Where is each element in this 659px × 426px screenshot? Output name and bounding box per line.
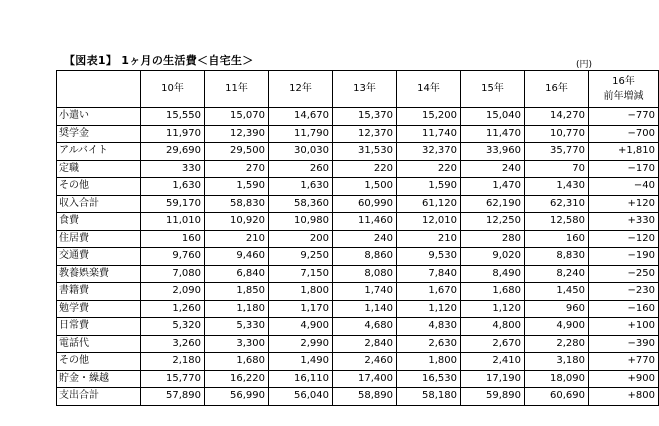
table-cell: 330 xyxy=(141,160,205,178)
row-label: 貯金・繰越 xyxy=(57,370,141,388)
table-cell: 8,080 xyxy=(333,265,397,283)
table-cell: 4,830 xyxy=(397,318,461,336)
table-cell: 1,850 xyxy=(205,283,269,301)
change-cell: −700 xyxy=(589,125,659,143)
change-header-year: 16年 xyxy=(612,76,635,87)
table-cell: 10,980 xyxy=(269,213,333,231)
table-cell: 1,590 xyxy=(205,178,269,196)
change-cell: −120 xyxy=(589,230,659,248)
table-cell: 220 xyxy=(397,160,461,178)
table-cell: 11,790 xyxy=(269,125,333,143)
change-cell: −40 xyxy=(589,178,659,196)
change-cell: −770 xyxy=(589,108,659,126)
table-cell: 2,090 xyxy=(141,283,205,301)
column-header: 11年 xyxy=(205,71,269,108)
table-cell: 260 xyxy=(269,160,333,178)
table-cell: 12,250 xyxy=(461,213,525,231)
table-cell: 8,860 xyxy=(333,248,397,266)
table-row xyxy=(57,353,659,371)
row-label: 日常費 xyxy=(57,318,141,336)
table-cell: 1,490 xyxy=(269,353,333,371)
unit-label: (円) xyxy=(575,60,592,70)
table-cell: 1,680 xyxy=(461,283,525,301)
table-cell: 270 xyxy=(205,160,269,178)
row-label: その他 xyxy=(57,178,141,196)
row-label: 電話代 xyxy=(57,335,141,353)
table-cell: 11,010 xyxy=(141,213,205,231)
table-cell: 12,580 xyxy=(525,213,589,231)
table-row xyxy=(57,388,659,406)
row-label: 収入合計 xyxy=(57,195,141,213)
table-body xyxy=(57,108,659,406)
table-cell: 3,300 xyxy=(205,335,269,353)
table-cell: 8,830 xyxy=(525,248,589,266)
table-cell: 15,040 xyxy=(461,108,525,126)
table-cell: 12,010 xyxy=(397,213,461,231)
table-row xyxy=(57,370,659,388)
table-row xyxy=(57,283,659,301)
table-cell: 62,190 xyxy=(461,195,525,213)
table-cell: 1,170 xyxy=(269,300,333,318)
change-cell: −190 xyxy=(589,248,659,266)
table-cell: 8,490 xyxy=(461,265,525,283)
table-cell: 2,410 xyxy=(461,353,525,371)
table-cell: 10,920 xyxy=(205,213,269,231)
table-cell: 1,430 xyxy=(525,178,589,196)
table-cell: 2,180 xyxy=(141,353,205,371)
table-cell: 9,020 xyxy=(461,248,525,266)
table-cell: 61,120 xyxy=(397,195,461,213)
table-cell: 12,370 xyxy=(333,125,397,143)
table-row xyxy=(57,160,659,178)
living-cost-table xyxy=(56,70,659,406)
header-corner xyxy=(57,71,141,108)
table-cell: 58,830 xyxy=(205,195,269,213)
change-header-label: 前年増減 xyxy=(603,91,644,102)
table-cell: 1,630 xyxy=(141,178,205,196)
table-row xyxy=(57,230,659,248)
row-label: アルバイト xyxy=(57,143,141,161)
table-cell: 6,840 xyxy=(205,265,269,283)
table-cell: 12,390 xyxy=(205,125,269,143)
table-cell: 31,530 xyxy=(333,143,397,161)
table-cell: 240 xyxy=(333,230,397,248)
table-cell: 15,370 xyxy=(333,108,397,126)
table-cell: 62,310 xyxy=(525,195,589,213)
column-header: 13年 xyxy=(333,71,397,108)
row-label: 住居費 xyxy=(57,230,141,248)
table-row xyxy=(57,213,659,231)
table-cell: 9,250 xyxy=(269,248,333,266)
table-cell: 15,200 xyxy=(397,108,461,126)
table-cell: 9,530 xyxy=(397,248,461,266)
table-cell: 60,690 xyxy=(525,388,589,406)
table-cell: 2,460 xyxy=(333,353,397,371)
table-cell: 15,070 xyxy=(205,108,269,126)
table-cell: 4,900 xyxy=(269,318,333,336)
table-cell: 18,090 xyxy=(525,370,589,388)
change-cell: −390 xyxy=(589,335,659,353)
table-cell: 9,760 xyxy=(141,248,205,266)
table-cell: 15,770 xyxy=(141,370,205,388)
table-cell: 58,180 xyxy=(397,388,461,406)
table-cell: 5,320 xyxy=(141,318,205,336)
table-cell: 4,900 xyxy=(525,318,589,336)
table-cell: 11,460 xyxy=(333,213,397,231)
table-cell: 1,740 xyxy=(333,283,397,301)
table-cell: 1,120 xyxy=(461,300,525,318)
table-cell: 56,040 xyxy=(269,388,333,406)
table-cell: 60,990 xyxy=(333,195,397,213)
table-cell: 16,530 xyxy=(397,370,461,388)
table-cell: 1,140 xyxy=(333,300,397,318)
table-row xyxy=(57,125,659,143)
row-label: その他 xyxy=(57,353,141,371)
table-row xyxy=(57,318,659,336)
row-label: 教養娯楽費 xyxy=(57,265,141,283)
table-cell: 1,180 xyxy=(205,300,269,318)
table-cell: 11,740 xyxy=(397,125,461,143)
table-cell: 5,330 xyxy=(205,318,269,336)
table-cell: 11,470 xyxy=(461,125,525,143)
table-cell: 32,370 xyxy=(397,143,461,161)
table-cell: 16,220 xyxy=(205,370,269,388)
table-cell: 2,670 xyxy=(461,335,525,353)
column-header: 16年 xyxy=(525,71,589,108)
table-row xyxy=(57,108,659,126)
table-cell: 1,590 xyxy=(397,178,461,196)
table-cell: 1,800 xyxy=(397,353,461,371)
table-cell: 2,280 xyxy=(525,335,589,353)
table-cell: 14,670 xyxy=(269,108,333,126)
table-cell: 210 xyxy=(397,230,461,248)
table-cell: 59,890 xyxy=(461,388,525,406)
change-cell: −160 xyxy=(589,300,659,318)
change-cell: −170 xyxy=(589,160,659,178)
table-cell: 17,190 xyxy=(461,370,525,388)
column-header: 14年 xyxy=(397,71,461,108)
table-cell: 58,890 xyxy=(333,388,397,406)
table-cell: 11,970 xyxy=(141,125,205,143)
change-cell: +900 xyxy=(589,370,659,388)
table-cell: 2,630 xyxy=(397,335,461,353)
table-row xyxy=(57,143,659,161)
table-cell: 30,030 xyxy=(269,143,333,161)
table-row xyxy=(57,265,659,283)
table-cell: 3,180 xyxy=(525,353,589,371)
table-cell: 2,840 xyxy=(333,335,397,353)
table-cell: 7,080 xyxy=(141,265,205,283)
table-row xyxy=(57,300,659,318)
column-header: 10年 xyxy=(141,71,205,108)
change-cell: +120 xyxy=(589,195,659,213)
change-cell: +1,810 xyxy=(589,143,659,161)
column-header: 12年 xyxy=(269,71,333,108)
change-cell: +330 xyxy=(589,213,659,231)
change-header xyxy=(589,71,659,108)
row-label: 勉学費 xyxy=(57,300,141,318)
table-cell: 1,630 xyxy=(269,178,333,196)
table-cell: 17,400 xyxy=(333,370,397,388)
table-cell: 3,260 xyxy=(141,335,205,353)
table-cell: 58,360 xyxy=(269,195,333,213)
change-cell: +770 xyxy=(589,353,659,371)
table-cell: 1,800 xyxy=(269,283,333,301)
table-cell: 59,170 xyxy=(141,195,205,213)
table-cell: 9,460 xyxy=(205,248,269,266)
table-cell: 35,770 xyxy=(525,143,589,161)
table-cell: 33,960 xyxy=(461,143,525,161)
table-cell: 8,240 xyxy=(525,265,589,283)
table-cell: 1,500 xyxy=(333,178,397,196)
table-cell: 220 xyxy=(333,160,397,178)
table-cell: 14,270 xyxy=(525,108,589,126)
row-label: 小遣い xyxy=(57,108,141,126)
table-cell: 7,840 xyxy=(397,265,461,283)
table-cell: 1,120 xyxy=(397,300,461,318)
change-cell: −230 xyxy=(589,283,659,301)
table-row xyxy=(57,335,659,353)
table-title: 【図表1】 1ヶ月の生活費＜自宅生＞ xyxy=(64,54,254,67)
change-cell: +800 xyxy=(589,388,659,406)
table-cell: 4,800 xyxy=(461,318,525,336)
table-cell: 210 xyxy=(205,230,269,248)
table-cell: 1,680 xyxy=(205,353,269,371)
row-label: 奨学金 xyxy=(57,125,141,143)
row-label: 定職 xyxy=(57,160,141,178)
table-cell: 70 xyxy=(525,160,589,178)
change-cell: +100 xyxy=(589,318,659,336)
table-cell: 57,890 xyxy=(141,388,205,406)
table-row xyxy=(57,248,659,266)
table-cell: 280 xyxy=(461,230,525,248)
header-row xyxy=(57,71,659,108)
table-cell: 1,450 xyxy=(525,283,589,301)
table-cell: 2,990 xyxy=(269,335,333,353)
table-row xyxy=(57,195,659,213)
table-cell: 960 xyxy=(525,300,589,318)
change-cell: −250 xyxy=(589,265,659,283)
table-row xyxy=(57,178,659,196)
table-cell: 1,670 xyxy=(397,283,461,301)
table-cell: 56,990 xyxy=(205,388,269,406)
table-cell: 29,690 xyxy=(141,143,205,161)
table-cell: 29,500 xyxy=(205,143,269,161)
table-cell: 7,150 xyxy=(269,265,333,283)
table-cell: 1,260 xyxy=(141,300,205,318)
row-label: 支出合計 xyxy=(57,388,141,406)
table-cell: 1,470 xyxy=(461,178,525,196)
row-label: 食費 xyxy=(57,213,141,231)
table-cell: 160 xyxy=(525,230,589,248)
column-header: 15年 xyxy=(461,71,525,108)
table-cell: 15,550 xyxy=(141,108,205,126)
table-cell: 200 xyxy=(269,230,333,248)
row-label: 交通費 xyxy=(57,248,141,266)
table-cell: 240 xyxy=(461,160,525,178)
row-label: 書籍費 xyxy=(57,283,141,301)
table-cell: 10,770 xyxy=(525,125,589,143)
table-cell: 16,110 xyxy=(269,370,333,388)
table-cell: 4,680 xyxy=(333,318,397,336)
table-cell: 160 xyxy=(141,230,205,248)
